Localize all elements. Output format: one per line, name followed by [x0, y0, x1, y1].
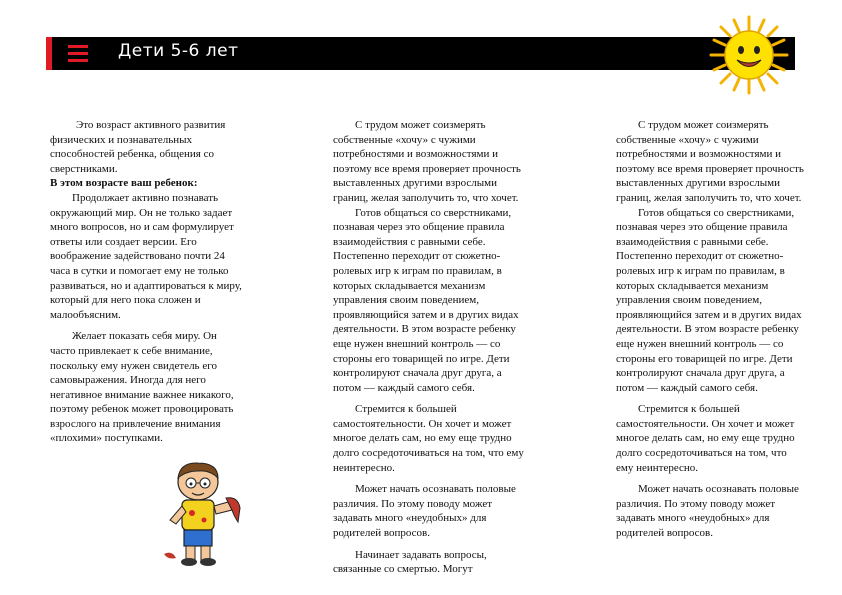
paragraph: Может начать осознавать половые различия. По этому поводу может задавать много «неудобных» для родителей вопросов.: [616, 483, 799, 540]
paragraph: Желает показать себя миру. Он часто привлекает к себе внимание, поскольку ему нужен свидетель его самовыражения. Иногда для него негативное внимание важнее никакого, поэтому ребенок может провоцировать взрослого на привлечение внимания «плохими» поступками.: [50, 330, 234, 445]
header-accent-stripe: [46, 37, 52, 70]
paragraph: Стремится к большей самостоятельности. Он хочет и может многое делать сам, но ему еще трудно долго сосредоточиваться на том, что ему неинтересно.: [333, 403, 524, 474]
paragraph: С трудом может соизмерять собственные «хочу» с чужими потребностями и возможностями и поэтому все время проверяет прочность выставленных другими взрослыми границ, желая заполучить то, что хочет.: [333, 119, 521, 204]
paragraph: Может начать осознавать половые различия. По этому поводу может задавать много «неудобных» для родителей вопросов.: [333, 483, 516, 540]
page-title: Дети 5-6 лет: [118, 41, 239, 61]
paragraph: Стремится к большей самостоятельности. Он хочет и может многое делать сам, но ему еще трудно долго сосредоточиваться на том, что ему неинтересно.: [616, 403, 795, 474]
paragraph: Готов общаться со сверстниками, познавая через это общение правила взаимодействия с равными себе. Постепенно переходит от сюжетно-ролевых игр к играм по правилам, в которых складывается механизм управления своим поведением, проявляющийся затем и в других видах деятельности. В этом возрасте ребенку еще нужен внешний контроль — со стороны его товарищей по игре. Дети контролируют сначала друг друга, а потом — каждый самого себя.: [333, 206, 519, 394]
header-bar: [46, 37, 795, 70]
smiling-sun-icon: [708, 14, 790, 96]
boy-with-paint-illustration: [158, 458, 248, 568]
hamburger-menu-icon[interactable]: [68, 45, 88, 62]
section-heading: В этом возрасте ваш ребенок:: [50, 177, 198, 190]
paragraph: Начинает задавать вопросы, связанные со смертью. Могут: [333, 548, 487, 576]
intro-paragraph: Это возраст активного развития физических и познавательных способностей ребенка, общения со сверстниками.: [50, 119, 226, 175]
paragraph: Готов общаться со сверстниками, познавая через это общение правила взаимодействия с равными себе. Постепенно переходит от сюжетно-ролевых игр к играм по правилам, в которых складывается механизм управления своим поведением, проявляющийся затем и в других видах деятельности. В этом возрасте ребенку еще нужен внешний контроль — со стороны его товарищей по игре. Дети контролируют сначала друг друга, а потом — каждый самого себя.: [616, 206, 802, 394]
column-2: [333, 118, 525, 584]
column-1: [50, 118, 245, 453]
column-3: [616, 118, 804, 548]
paragraph: Продолжает активно познавать окружающий мир. Он не только задает много вопросов, но и сам формулирует ответы или создает версии. Его воображение задействовано почти 24 часа в сутки и помогает ему не только развиваться, но и адаптироваться к миру, который для него пока сложен и малообъясним.: [50, 191, 242, 321]
paragraph: С трудом может соизмерять собственные «хочу» с чужими потребностями и возможностями и поэтому все время проверяет прочность выставленных другими взрослыми границ, желая заполучить то, что хочет.: [616, 119, 804, 204]
